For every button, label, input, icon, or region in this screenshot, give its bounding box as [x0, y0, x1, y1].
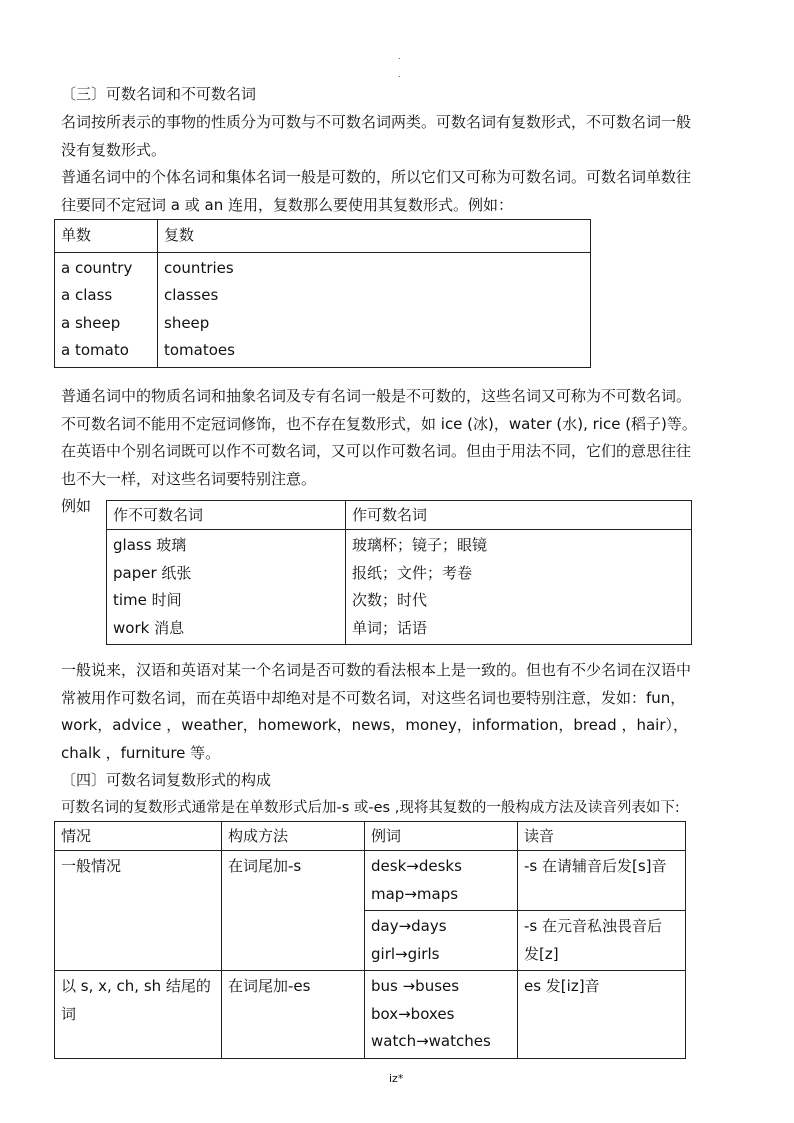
uncountable-column: glass 玻璃 paper 纸张 time 时间 work 消息 — [107, 530, 346, 645]
situation-cell: 以 s, x, ch, sh 结尾的 词 — [55, 971, 222, 1059]
example-cell: day→days girl→girls — [365, 911, 518, 971]
top-mark: . — [398, 52, 401, 61]
pronunciation-cell: -s 在请辅音后发[s]音 — [518, 851, 686, 911]
countable-column: 玻璃杯；镜子；眼镜 报纸；文件；考卷 次数；时代 单词；话语 — [346, 530, 692, 645]
top-mark: . — [398, 70, 401, 79]
table-header: 读音 — [518, 822, 686, 851]
table-header: 例词 — [365, 822, 518, 851]
table-header: 作可数名词 — [346, 501, 692, 530]
pronunciation-cell: es 发[iz]音 — [518, 971, 686, 1059]
table-header: 作不可数名词 — [107, 501, 346, 530]
noun-usage-table — [106, 500, 692, 645]
singular-plural-table — [54, 219, 591, 368]
method-cell: 在词尾加-s — [222, 851, 365, 971]
paragraph: 普通名词中的个体名词和集体名词一般是可数的，所以它们又可称为可数名词。可数名词单数往 往要同不定冠词 a 或 an 连用，复数那么要使用其复数形式。例如： — [61, 168, 692, 214]
method-cell: 在词尾加-es — [222, 971, 365, 1059]
plural-column: countries classes sheep tomatoes — [158, 252, 591, 367]
table-header: 复数 — [158, 220, 591, 253]
table-header: 情况 — [55, 822, 222, 851]
table-header: 构成方法 — [222, 822, 365, 851]
paragraph: 名词按所表示的事物的性质分为可数与不可数名词两类。可数名词有复数形式，不可数名词一般 没有复数形式。 — [61, 113, 692, 159]
example-cell: bus →buses box→boxes watch→watches — [365, 971, 518, 1059]
example-cell: desk→desks map→maps — [365, 851, 518, 911]
singular-column: a country a class a sheep a tomato — [55, 252, 158, 367]
situation-cell: 一般情况 — [55, 851, 222, 971]
table-header: 单数 — [55, 220, 158, 253]
pronunciation-cell: -s 在元音私浊畏音后 发[z] — [518, 911, 686, 971]
plural-formation-table — [54, 821, 686, 1059]
section-heading: 〔四〕可数名词复数形式的构成 — [61, 771, 272, 789]
paragraph: 一般说来，汉语和英语对某一个名词是否可数的看法根本上是一致的。但也有不少名词在汉语中 常被用作可数名词，而在英语中却绝对是不可数名词，对这些名词也要特别注意，发如：fun， work，advice ，weather，homework，news，money，information，bread ，hair）， chalk ，furniture 等。 — [61, 661, 692, 762]
paragraph: 可数名词的复数形式通常是在单数形式后加-s 或-es ,现将其复数的一般构成方法及读音列表如下: — [61, 800, 680, 816]
paragraph: 普通名词中的物质名词和抽象名词及专有名词一般是不可数的，这些名词又可称为不可数名词。 不可数名词不能用不定冠词修饰，也不存在复数形式，如 ice (冰)，water (水), rice (稻子)等。 在英语中个别名词既可以作不可数名词，又可以作可数名词。但由于用法不同，它们的意思往往 也不大一样，对这些名词要特别注意。 — [61, 387, 697, 488]
example-label: 例如 — [61, 497, 92, 515]
page-footer: iz* — [389, 1072, 404, 1085]
section-heading: 〔三〕可数名词和不可数名词 — [61, 85, 257, 103]
